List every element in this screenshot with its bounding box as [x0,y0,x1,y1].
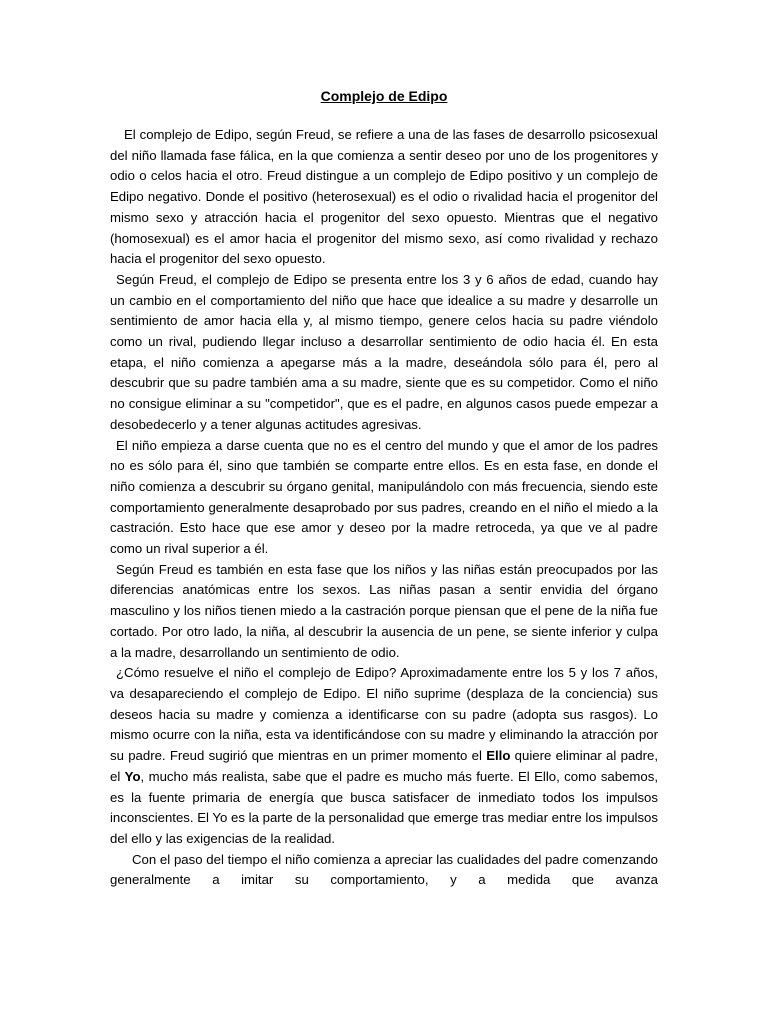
paragraph-5-part-3: , mucho más realista, sabe que el padre es mucho más fuerte. El Ello, como sabemos, es la fuente primaria de energía que busca satisfacer de inmediato todos los impulsos inconscientes. El Yo es la parte de la personalidad que emerge tras mediar entre los impulsos del ello y las exigencias de la realidad. [110,768,658,846]
paragraph-5-part-1: ¿Cómo resuelve el niño el complejo de Edipo? Aproximadamente entre los 5 y los 7 años, va desapareciendo el complejo de Edipo. El niño suprime (desplaza de la conciencia) sus deseos hacia su madre y comienza a identificarse con su padre (adopta sus rasgos). Lo mismo ocurre con la niña, esta va identificándose con su madre y eliminando la atracción por su padre. Freud sugirió que mientras en un primer momento el [110,665,658,764]
paragraph-1: El complejo de Edipo, según Freud, se refiere a una de las fases de desarrollo psicosexual del niño llamada fase fálica, en la que comienza a sentir deseo por uno de los progenitores y odio o celos hacia el otro. Freud distingue a un complejo de Edipo positivo y un complejo de Edipo negativo. Donde el positivo (heterosexual) es el odio o rivalidad hacia el progenitor del mismo sexo y atracción hacia el progenitor del sexo opuesto. Mientras que el negativo (homosexual) es el amor hacia el progenitor del mismo sexo, así como rivalidad y rechazo hacia el progenitor del sexo opuesto. [110,127,658,267]
paragraph-2: Según Freud, el complejo de Edipo se presenta entre los 3 y 6 años de edad, cuando hay un cambio en el comportamiento del niño que hace que idealice a su madre y desarrolle un sentimiento de amor hacia ella y, al mismo tiempo, genere celos hacia su padre viéndolo como un rival, pudiendo llegar incluso a desarrollar sentimiento de odio hacia él. En esta etapa, el niño comienza a apegarse más a la madre, deseándola sólo para él, pero al descubrir que su padre también ama a su madre, siente que es su competidor. Como el niño no consigue eliminar a su "competidor", que es el padre, en algunos casos puede empezar a desobedecerlo y a tener algunas actitudes agresivas. [110,271,658,432]
paragraph-5 [110,663,658,849]
term-yo: Yo [124,768,141,784]
paragraph-6: Con el paso del tiempo el niño comienza a apreciar las cualidades del padre comenzando generalmente a imitar su comportamiento, y a medida que avanza [110,851,658,888]
paragraph-3: El niño empieza a darse cuenta que no es el centro del mundo y que el amor de los padres no es sólo para él, sino que también se comparte entre ellos. Es en esta fase, en donde el niño comienza a descubrir su órgano genital, manipulándolo con más frecuencia, siendo este comportamiento generalmente desaprobado por sus padres, creando en el niño el miedo a la castración. Esto hace que ese amor y deseo por la madre retroceda, ya que ve al padre como un rival superior a él. [110,437,658,557]
document-body [110,125,658,891]
paragraph-4: Según Freud es también en esta fase que los niños y las niñas están preocupados por las diferencias anatómicas entre los sexos. Las niñas pasan a sentir envidia del órgano masculino y los niños tienen miedo a la castración porque piensan que el pene de la niña fue cortado. Por otro lado, la niña, al descubrir la ausencia de un pene, se siente inferior y culpa a la madre, desarrollando un sentimiento de odio. [110,561,658,660]
page-title: Complejo de Edipo [320,88,448,104]
paragraph-5-part-2: quiere eliminar al padre, el [110,748,658,784]
term-ello: Ello [486,748,511,764]
